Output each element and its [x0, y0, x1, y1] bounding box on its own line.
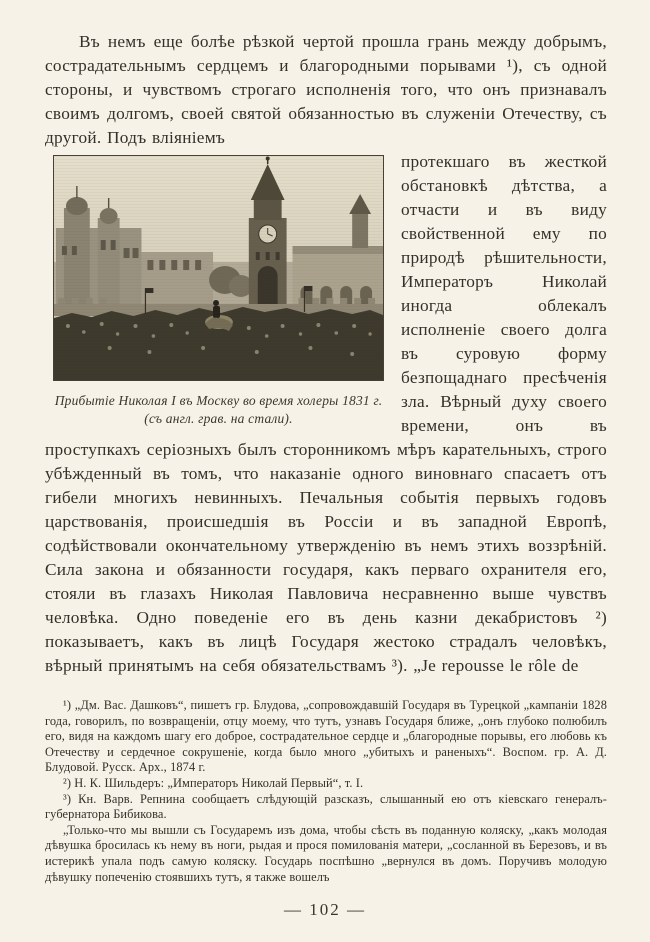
caption-line-2: (съ англ. грав. на стали). — [144, 411, 293, 426]
footnote-1: ¹) „Дм. Вас. Дашковъ“, пишетъ гр. Блудова, „сопровождавшій Государя въ Турецкой „кампаніи 1828 года, говорилъ, по возвращеніи, отцу моему, что тутъ, узнавъ Государя ближе, „онъ глубоко полюбилъ его, видя на каждомъ шагу его доброе, сострадательное сердце и „благородные порывы, его любовь къ Отечеству и сердечное сокрушеніе, когда было много „убитыхъ и раненыхъ“. Воспом. гр. А. Д. Блудовой. Русск. Арх., 1874 г. — [45, 698, 607, 775]
footnote-4: „Только-что мы вышли съ Государемъ изъ дома, чтобы сѣсть въ поданную коляску, „какъ молодая дѣвушка бросилась къ нему въ ноги, рыдая и прося помилованія матери, „сосланной въ Березовъ, и въ истерикѣ упала подъ самую коляску. Государь поспѣшно „вернулся въ домъ. Поручивъ молодую дѣвушку попеченію стоявшихъ тутъ, я также вошелъ — [45, 822, 607, 884]
paragraph-2: протекшаго въ жесткой обстановкѣ дѣтства, а отчасти и въ виду свойственной ему по природѣ рѣшительности, Императоръ Николай иногда облекалъ исполненіе своего долга въ суровую форму безпощаднаго пресѣченія зла. Вѣрный духу своего времени, онъ въ проступкахъ серіозныхъ былъ сторонникомъ мѣръ карательныхъ, строго убѣжденный въ томъ, что наказаніе одного виновнаго спасаетъ отъ гибели многихъ невинныхъ. Печальныя событія первыхъ годовъ царствованія, происшедшія въ Россіи и въ западной Европѣ, содѣйствовали окончательному утвержденію въ немъ этихъ воззрѣній. Сила закона и обязанности государя, какъ перваго охранителя его, стояли въ глазахъ Николая Павловича несравненно выше чувствъ человѣка. Одно поведеніе его въ день казни декабристовъ ²) показываетъ, какъ въ лицѣ Государя жестоко страдалъ человѣкъ, вѣрный принятымъ на себя обязательствамъ ³). „Je repousse le rôle de — [45, 152, 607, 675]
footnotes-section — [45, 698, 607, 885]
paragraph-2-block — [45, 150, 607, 678]
figure-engraving — [53, 155, 384, 428]
engraving-svg — [54, 156, 383, 380]
figure-caption — [53, 392, 384, 428]
footnote-3: ³) Кн. Варв. Репнина сообщаетъ слѣдующій разсказъ, слышанный ею отъ кіевскаго генералъ-губернатора Бибикова. — [45, 791, 607, 822]
engraving-image — [53, 155, 384, 381]
footnote-2: ²) Н. К. Шильдеръ: „Императоръ Николай Первый“, т. I. — [63, 775, 364, 790]
page-number: — 102 — — [284, 900, 366, 919]
paragraph-1: Въ немъ еще болѣе рѣзкой чертой прошла грань между добрымъ, сострадательнымъ сердцемъ и благородными порывами ¹), съ одной стороны, и чувствомъ строгаго исполненія того, что онъ признавалъ своимъ долгомъ, своей святой обязанностью въ служеніи Отечеству, съ другой. Подъ вліяніемъ — [45, 32, 607, 147]
caption-line-1: Прибытіе Николая I въ Москву во время холеры 1831 г. — [54, 393, 383, 408]
